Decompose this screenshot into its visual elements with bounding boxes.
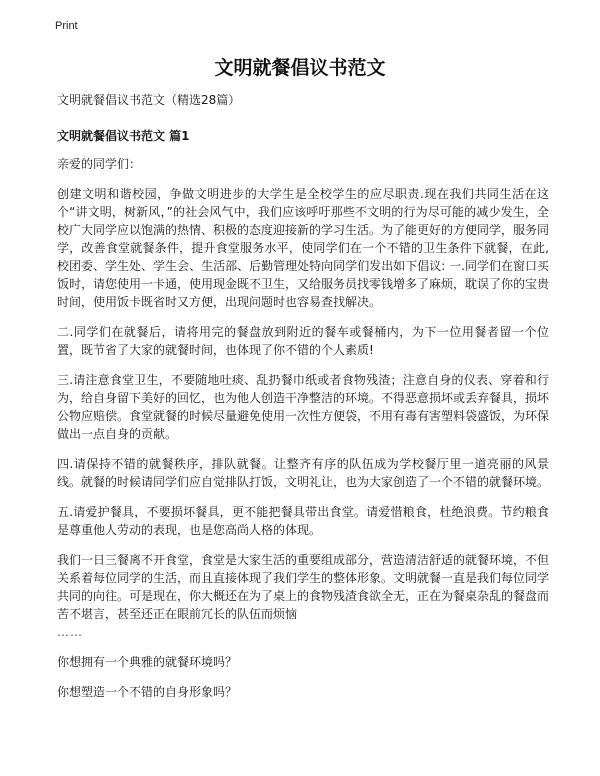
print-link[interactable]: Print — [55, 20, 78, 32]
question-1: 你想拥有一个典雅的就餐环境吗？ — [57, 655, 238, 669]
ellipsis: …… — [57, 625, 83, 639]
document-subtitle: 文明就餐倡议书范文（精选28篇） — [57, 93, 241, 107]
paragraph-item-2: 二.同学们在就餐后，请将用完的餐盘放到附近的餐车或餐桶内，为下一位用餐者留一个位置，既节省了大家的就餐时间，也体现了你不错的个人素质! — [57, 325, 549, 357]
section-heading: 文明就餐倡议书范文 篇1 — [57, 129, 190, 143]
page-title: 文明就餐倡议书范文 — [214, 57, 386, 79]
paragraph-item-3: 三.请注意食堂卫生，不要随地吐痰、乱扔餐巾纸或者食物残渣；注意自身的仪表、穿着和行为，给自身留下美好的回忆，也为他人创造干净整洁的环境。不得恶意损坏或丢弃餐具，损坏公物应赔偿。食堂就餐的时候尽量避免使用一次性方便袋，不用有毒有害塑料袋盛饭，为环保做出一点自身的贡献。 — [57, 373, 550, 441]
paragraph-intro: 创建文明和谐校园，争做文明进步的大学生是全校学生的应尽职责.现在我们共同生活在这个“讲文明，树新风，”的社会风气中，我们应该呼吁那些不文明的行为尽可能的减少发生，全校广大同学应以饱满的热情、积极的态度迎接新的学习生活。为了能更好的方便同学，服务同学，改善食堂就餐条件，提升食堂服务水平，使同学们在一个不错的卫生条件下就餐，在此,校团委、学生处、学生会、生活部、后勤管理处特向同学们发出如下倡议: 一.同学们在窗口买饭时，请您使用一卡通，使用现金既不卫生，又给服务员找零钱增多了麻烦，耽误了你的宝贵时间，使用饭卡既省时又方便，出现问题时也容易查找解决。 — [57, 187, 550, 309]
question-2: 你想塑造一个不错的自身形象吗？ — [57, 685, 238, 699]
paragraph-closing: 我们一日三餐离不开食堂，食堂是大家生活的重要组成部分，营造清洁舒适的就餐环境，不但关系着每位同学的生活，而且直接体现了我们学生的整体形象。文明就餐一直是我们每位同学共同的向往。可是现在，你大概还在为了桌上的食物残渣食欲全无，正在为餐桌杂乱的餐盘而苦不堪言，甚至还正在眼前冗长的队伍而烦恼 — [57, 553, 550, 621]
greeting: 亲爱的同学们： — [57, 157, 142, 171]
paragraph-item-5: 五.请爱护餐具，不要损坏餐具，更不能把餐具带出食堂。请爱惜粮食，杜绝浪费。节约粮食是尊重他人劳动的表现，也是您高尚人格的体现。 — [57, 505, 549, 537]
document-body — [57, 91, 549, 713]
paragraph-item-4: 四.请保持不错的就餐秩序，排队就餐。让整齐有序的队伍成为学校餐厅里一道亮丽的风景线。就餐的时候请同学们应自觉排队打饭，文明礼让，也为大家创造了一个不错的就餐环境。 — [57, 457, 550, 489]
